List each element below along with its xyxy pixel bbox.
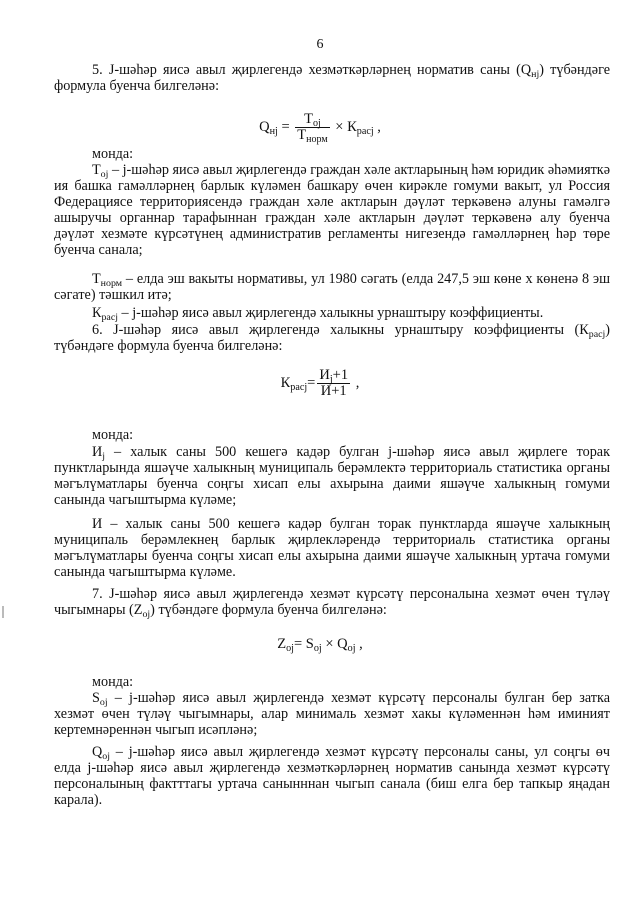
page-number: 6 xyxy=(316,37,324,52)
definition-krasj: $К_{расj}$ – j-шәһәр яисә авыл җирлегендә халыкны урнаштыру коэффициенты. xyxy=(92,305,544,323)
definition-ij: $И_j$ – халык саны 500 кешегә кадәр булган j-шәһәр яисә авыл җирлеге торак пунктларында яшәүче халыкның муниципаль берәмлектә территориаль статистика органы мәгълүматлары буенча соңгы хисап елы ахырына даими яшәүче халыкның гомуми санында чагыштырма күләме; xyxy=(54,444,610,508)
definition-tnorm: $T_{норм}$ – елда эш вакыты нормативы, ул 1980 сәгать (елда 247,5 эш көне х көненә 8 эш сәгате) тәшкил итә; xyxy=(54,271,610,303)
definition-i: И – халык саны 500 кешегә кадәр булган торак пунктларда яшәүче халыкның муниципаль берәмлекнең барлык җирлекләрендә территориаль статистика органы мәгълүматлары буенча соңгы хисап елы ахырына даими яшәүче халыкның уртача гомуми санында чагыштырма күләме. xyxy=(54,516,610,580)
paragraph-7: 7. J-шәһәр яисә авыл җирлегендә хезмәт күрсәтү персоналына хезмәт өчен түләү чыгымнары $(Z_{oj})$ түбәндәге формула буенча билгеләнә: xyxy=(54,586,610,620)
paragraph-5: 5. J-шәһәр яисә авыл җирлегендә хезмәткәрләрнең норматив саны $(Q_{нj})$ түбәндәге формула буенча билгеләнә: xyxy=(54,62,610,94)
formula-zoj: $Z_{oj}= S_{oj} \times Q_{oj}$ , xyxy=(277,636,363,654)
definition-toj: $T_{oj}$ – j-шәһәр яисә авыл җирлегендә граждан хәле актларының һәм юридик әһәмияткә ия башка гамәлләрнең барлык күләмен башкару өчен кирәкле гомуми вакыт, ул Россия Федерациясе территориясендә граждан хәле актларын дәүләт теркәвенә алуны гамәлгә ашыручы органнар тарафыннан граждан хәле актларын дәүләт теркәвенә алу буенча дәүләт хезмәте күрсәтүнең административ регламенты нигезендә гамәлләрнең һәр төре буенча санала; xyxy=(54,162,610,258)
formula-qnj: $Q_{нj}$ = $\frac{T_{oj}}{T_{норм}}$ × $К_{расj}$ , xyxy=(259,111,381,145)
definition-qoj: $Q_{oj}$ – j-шәһәр яисә авыл җирлегендә хезмәт күрсәтү персоналы саны, ул соңгы өч елда j-шәһәр яисә авыл җирлегендә хезмәткәрләрнең норматив санында хезмәт күрсәтү персоналының фактттагы уртача санынннан чыгып санала (биш елга бер тапкыр яңадан карала). xyxy=(54,744,610,808)
paragraph-6: 6. J-шәһәр яисә авыл җирлегендә халыкны урнаштыру коэффициенты $(К_{расj})$ түбәндәге формула буенча билгеләнә: xyxy=(54,322,610,354)
scan-edge-mark xyxy=(2,606,4,618)
monda-label: монда: xyxy=(92,427,134,443)
monda-label: монда: xyxy=(92,674,134,690)
formula-krasj: $К_{расj}=$ $\frac{И_j+1}{И+1}$ , xyxy=(280,367,360,399)
definition-soj: $S_{oj}$ – j-шәһәр яисә авыл җирлегендә хезмәт күрсәтү персоналы булган бер затка хезмәт өчен түләү чыгымнары, алар минималь хезмәт хакы күләменнән һәм иминият кертемнәреннән чыгып исәпләнә; xyxy=(54,690,610,738)
fraction: $\frac{И_j+1}{И+1}$ xyxy=(319,367,349,399)
monda-label: монда: xyxy=(92,146,134,162)
fraction: $\frac{T_{oj}}{T_{норм}}$ xyxy=(297,111,328,145)
